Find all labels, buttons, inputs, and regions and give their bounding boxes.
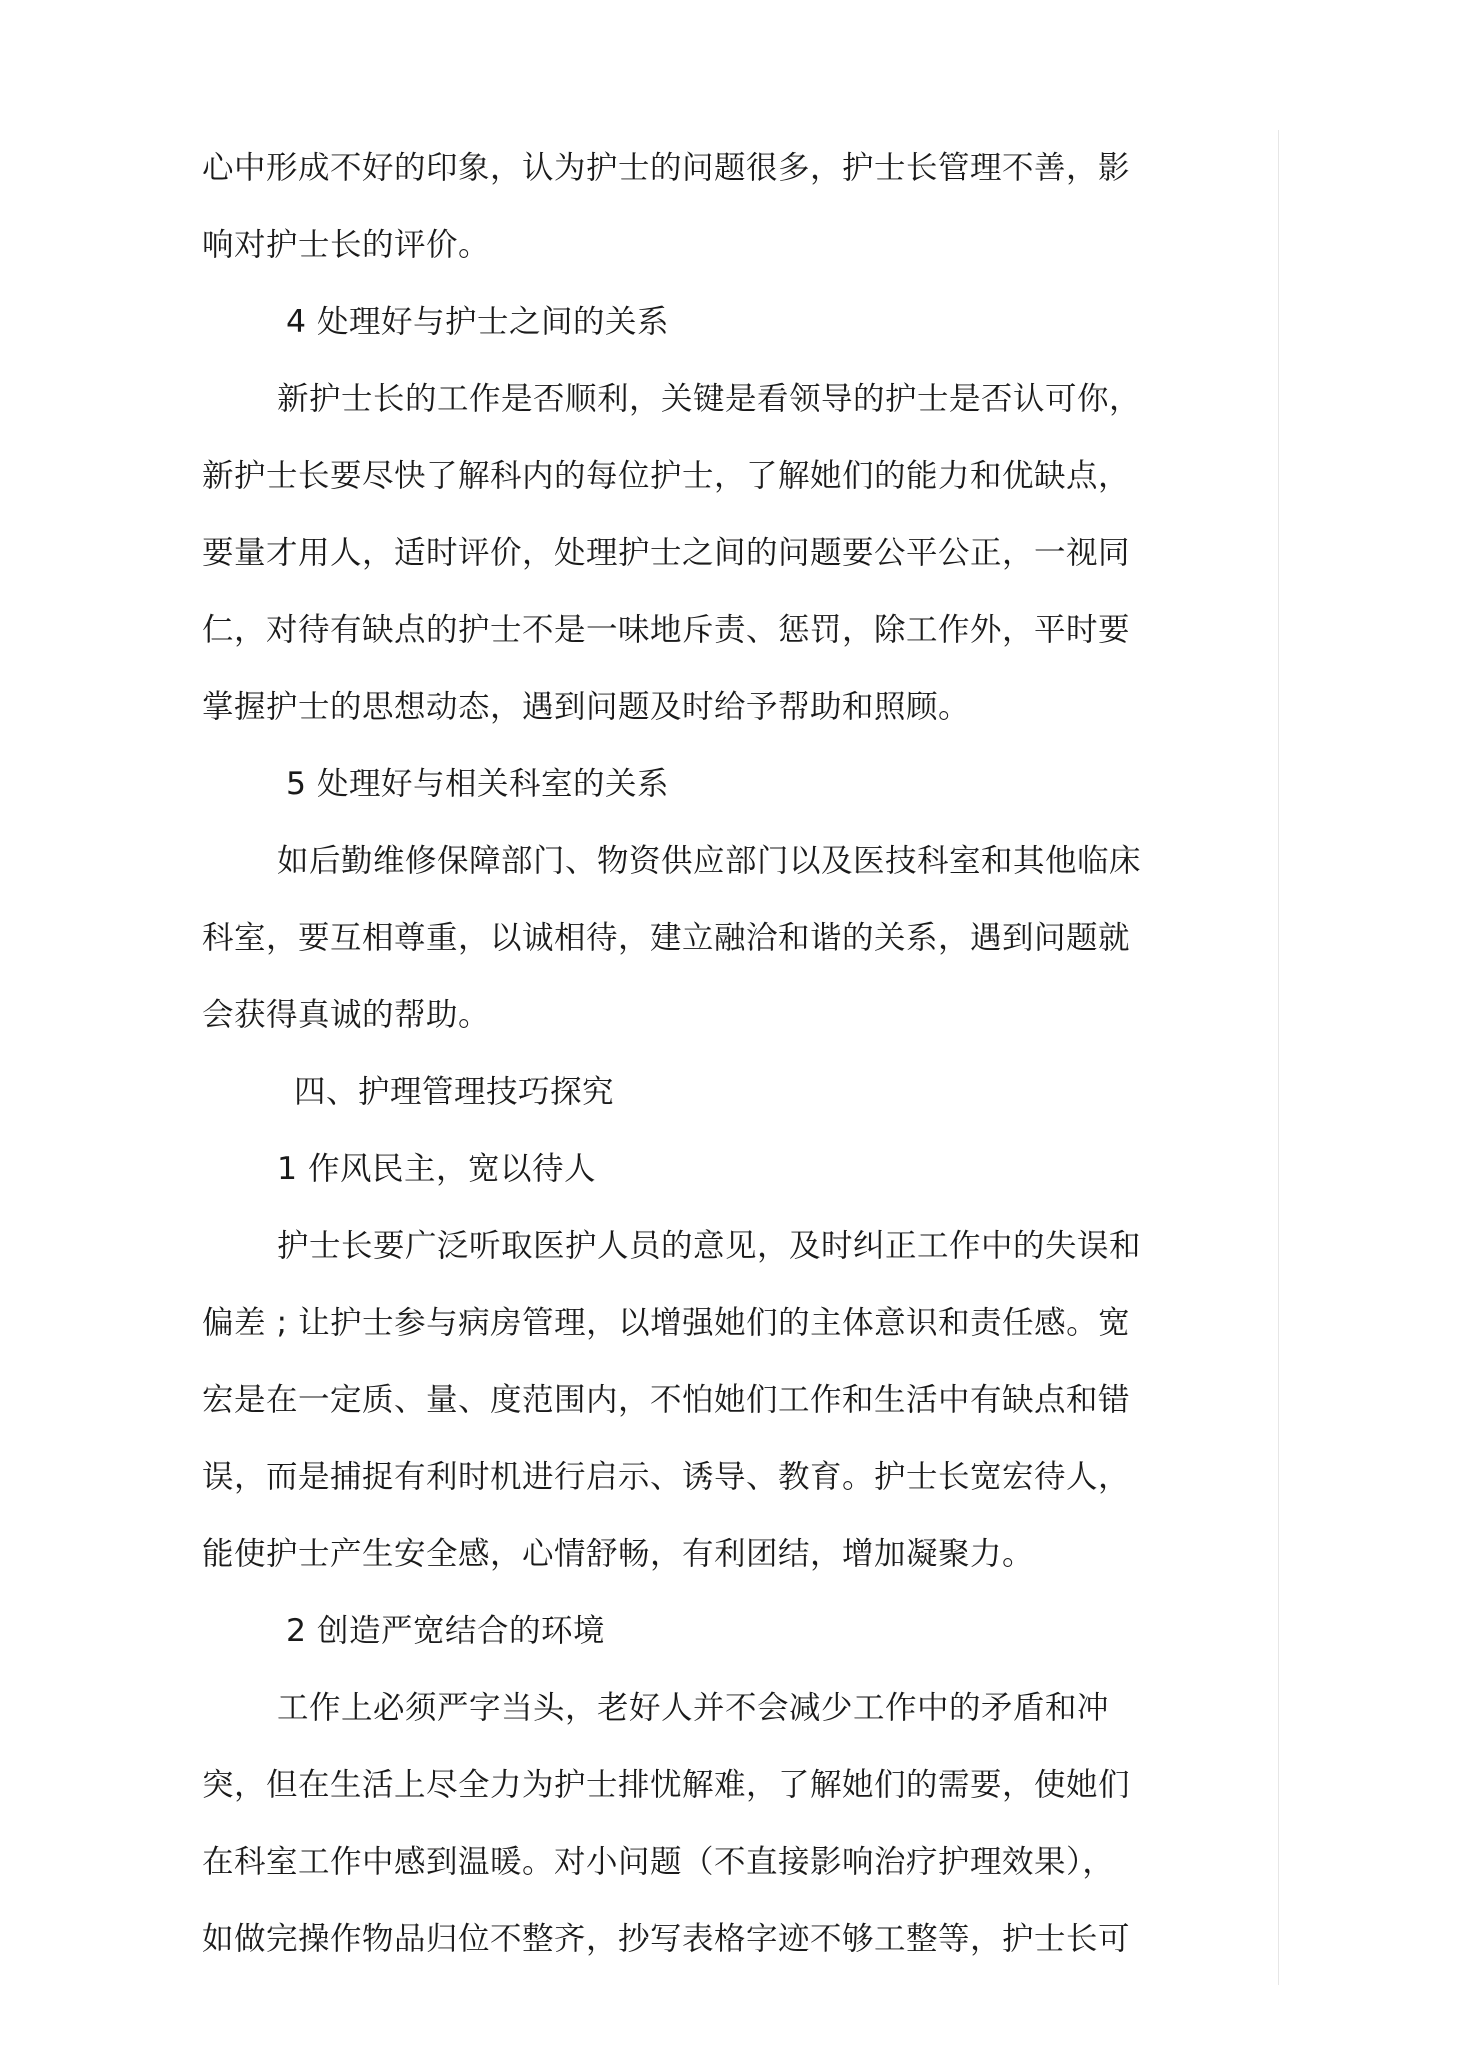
paragraph-line: 新护士长的工作是否顺利，关键是看领导的护士是否认可你， <box>277 381 1142 417</box>
subsection-heading-2: 2 创造严宽结合的环境 <box>286 1613 606 1649</box>
paragraph-line: 宏是在一定质、量、度范围内，不怕她们工作和生活中有缺点和错 <box>202 1382 1131 1418</box>
chapter-heading: 四、护理管理技巧探究 <box>294 1074 615 1110</box>
paragraph-line: 仁，对待有缺点的护士不是一味地斥责、惩罚，除工作外，平时要 <box>202 612 1131 648</box>
paragraph-line: 新护士长要尽快了解科内的每位护士，了解她们的能力和优缺点， <box>202 458 1131 494</box>
paragraph-line: 心中形成不好的印象，认为护士的问题很多，护士长管理不善，影 <box>202 150 1131 186</box>
paragraph-line: 响对护士长的评价。 <box>202 227 491 263</box>
paragraph-line: 工作上必须严字当头，老好人并不会减少工作中的矛盾和冲 <box>277 1690 1110 1726</box>
paragraph-line: 要量才用人，适时评价，处理护士之间的问题要公平公正，一视同 <box>202 535 1131 571</box>
section-heading-5: 5 处理好与相关科室的关系 <box>286 766 670 802</box>
section-heading-4: 4 处理好与护士之间的关系 <box>286 304 670 340</box>
paragraph-line: 突，但在生活上尽全力为护士排忧解难，了解她们的需要，使她们 <box>202 1767 1131 1803</box>
paragraph-line: 掌握护士的思想动态，遇到问题及时给予帮助和照顾。 <box>202 689 971 725</box>
paragraph-line: 科室，要互相尊重，以诚相待，建立融洽和谐的关系，遇到问题就 <box>202 920 1131 956</box>
paragraph-line: 偏差 ; 让护士参与病房管理，以增强她们的主体意识和责任感。宽 <box>202 1305 1131 1341</box>
paragraph-line: 如做完操作物品归位不整齐，抄写表格字迹不够工整等，护士长可 <box>202 1921 1131 1957</box>
paragraph-line: 误，而是捕捉有利时机进行启示、诱导、教育。护士长宽宏待人， <box>202 1459 1131 1495</box>
paragraph-line: 如后勤维修保障部门、物资供应部门以及医技科室和其他临床 <box>277 843 1142 879</box>
paragraph-line: 在科室工作中感到温暖。对小问题（不直接影响治疗护理效果）， <box>202 1844 1115 1880</box>
page-margin-rule <box>1278 130 1279 1985</box>
paragraph-line: 能使护士产生安全感，心情舒畅，有利团结，增加凝聚力。 <box>202 1536 1035 1572</box>
subsection-heading-1: 1 作风民主，宽以待人 <box>277 1151 597 1187</box>
paragraph-line: 护士长要广泛听取医护人员的意见，及时纠正工作中的失误和 <box>277 1228 1142 1264</box>
paragraph-line: 会获得真诚的帮助。 <box>202 997 491 1033</box>
